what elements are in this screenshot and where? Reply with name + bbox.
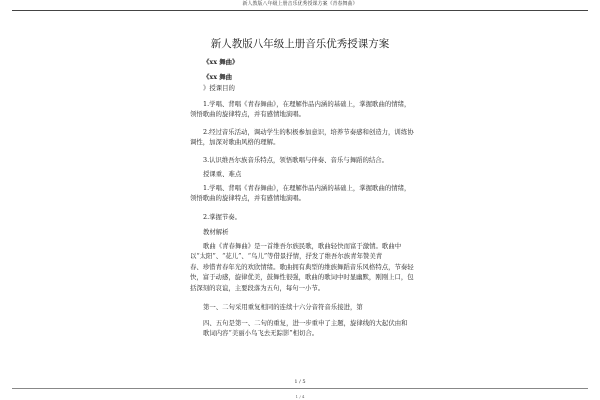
objective-2-line-2: 调性，加深对歌曲风格的理解。 — [190, 138, 280, 147]
objective-1-line-2: 领悟歌曲的旋律特点，并有感情地演唱。 — [190, 110, 306, 119]
analysis-sentence-phrases-1-2: 第一、二句采用重复相同的连续十六分音符音乐接进，第 — [203, 303, 363, 311]
section-heading-analysis: 教材解析 — [203, 228, 229, 236]
key-point-1-line-2: 领悟歌曲的旋律特点，并有感情地演唱。 — [190, 194, 306, 203]
analysis-line-4: 快，富于动感，旋律优美，鼓舞性很强，歌曲的歌词中时显幽默，刚刚上口，包 — [190, 273, 414, 282]
page-number: 1 / 5 — [294, 379, 306, 385]
analysis-2-line-1: 四、五句是第一、二句的重复，进一步重申了主题，旋律线的大起伏由和 — [203, 319, 408, 327]
header-rule — [12, 10, 588, 11]
running-header: 新人教版八年级上册音乐优秀授课方案《青春舞曲》 — [242, 1, 358, 7]
analysis-line-1: 歌曲《青春舞曲》是一首维吾尔族民歌，歌曲轻快而富于激情。歌曲中 — [203, 242, 402, 250]
footer-rule — [12, 388, 588, 389]
key-point-1-line-1: 1.学唱、背唱《青春舞曲》，在理解作品内涵的基础上，掌握歌曲的情绪， — [203, 184, 411, 192]
objective-3: 3.认识维吾尔族音乐特点，领悟歌唱与伴奏、音乐与舞蹈的结合。 — [203, 156, 389, 164]
analysis-2-line-2: 歌词内容“美丽小鸟飞去无踪影”相切合。 — [203, 329, 319, 338]
section-heading-objectives: 》授课目的 — [203, 84, 235, 92]
objective-1 — [190, 99, 411, 120]
subtitle-song-name-2: 《xx 舞曲 — [203, 73, 233, 81]
objective-1-line-1: 1.学唱、背唱《青春舞曲》，在理解作品内涵的基础上，掌握歌曲的情绪， — [203, 100, 411, 108]
analysis-paragraph-2 — [203, 318, 408, 339]
footer-page-mark: 1 / 4 — [295, 394, 305, 399]
section-heading-key-points: 授课重、难点 — [203, 170, 242, 178]
objective-2-line-1: 2.经过音乐活动，调动学生的积极参加意识，培养节奏感和创造力，训练协 — [203, 128, 414, 136]
analysis-paragraph — [190, 241, 414, 293]
analysis-line-5: 括深刻的哀谊，主要段落为五句，每句一小节。 — [190, 283, 325, 292]
key-point-2: 2.掌握节奏。 — [203, 213, 242, 221]
objective-2 — [190, 127, 414, 148]
analysis-line-3: 春、珍惜青春年光的欢欣情绪。歌曲拥有典型的维族舞蹈音乐风格特点，节奏轻 — [190, 262, 414, 271]
key-point-1 — [190, 183, 411, 204]
analysis-line-2: 以“太阳”、“花儿”、“鸟儿”等借景抒情，抒发了维吾尔族青年赞美青 — [190, 252, 383, 261]
document-title: 新人教版八年级上册音乐优秀授课方案 — [210, 38, 390, 50]
subtitle-song-name: 《xx 舞曲》 — [203, 58, 239, 66]
